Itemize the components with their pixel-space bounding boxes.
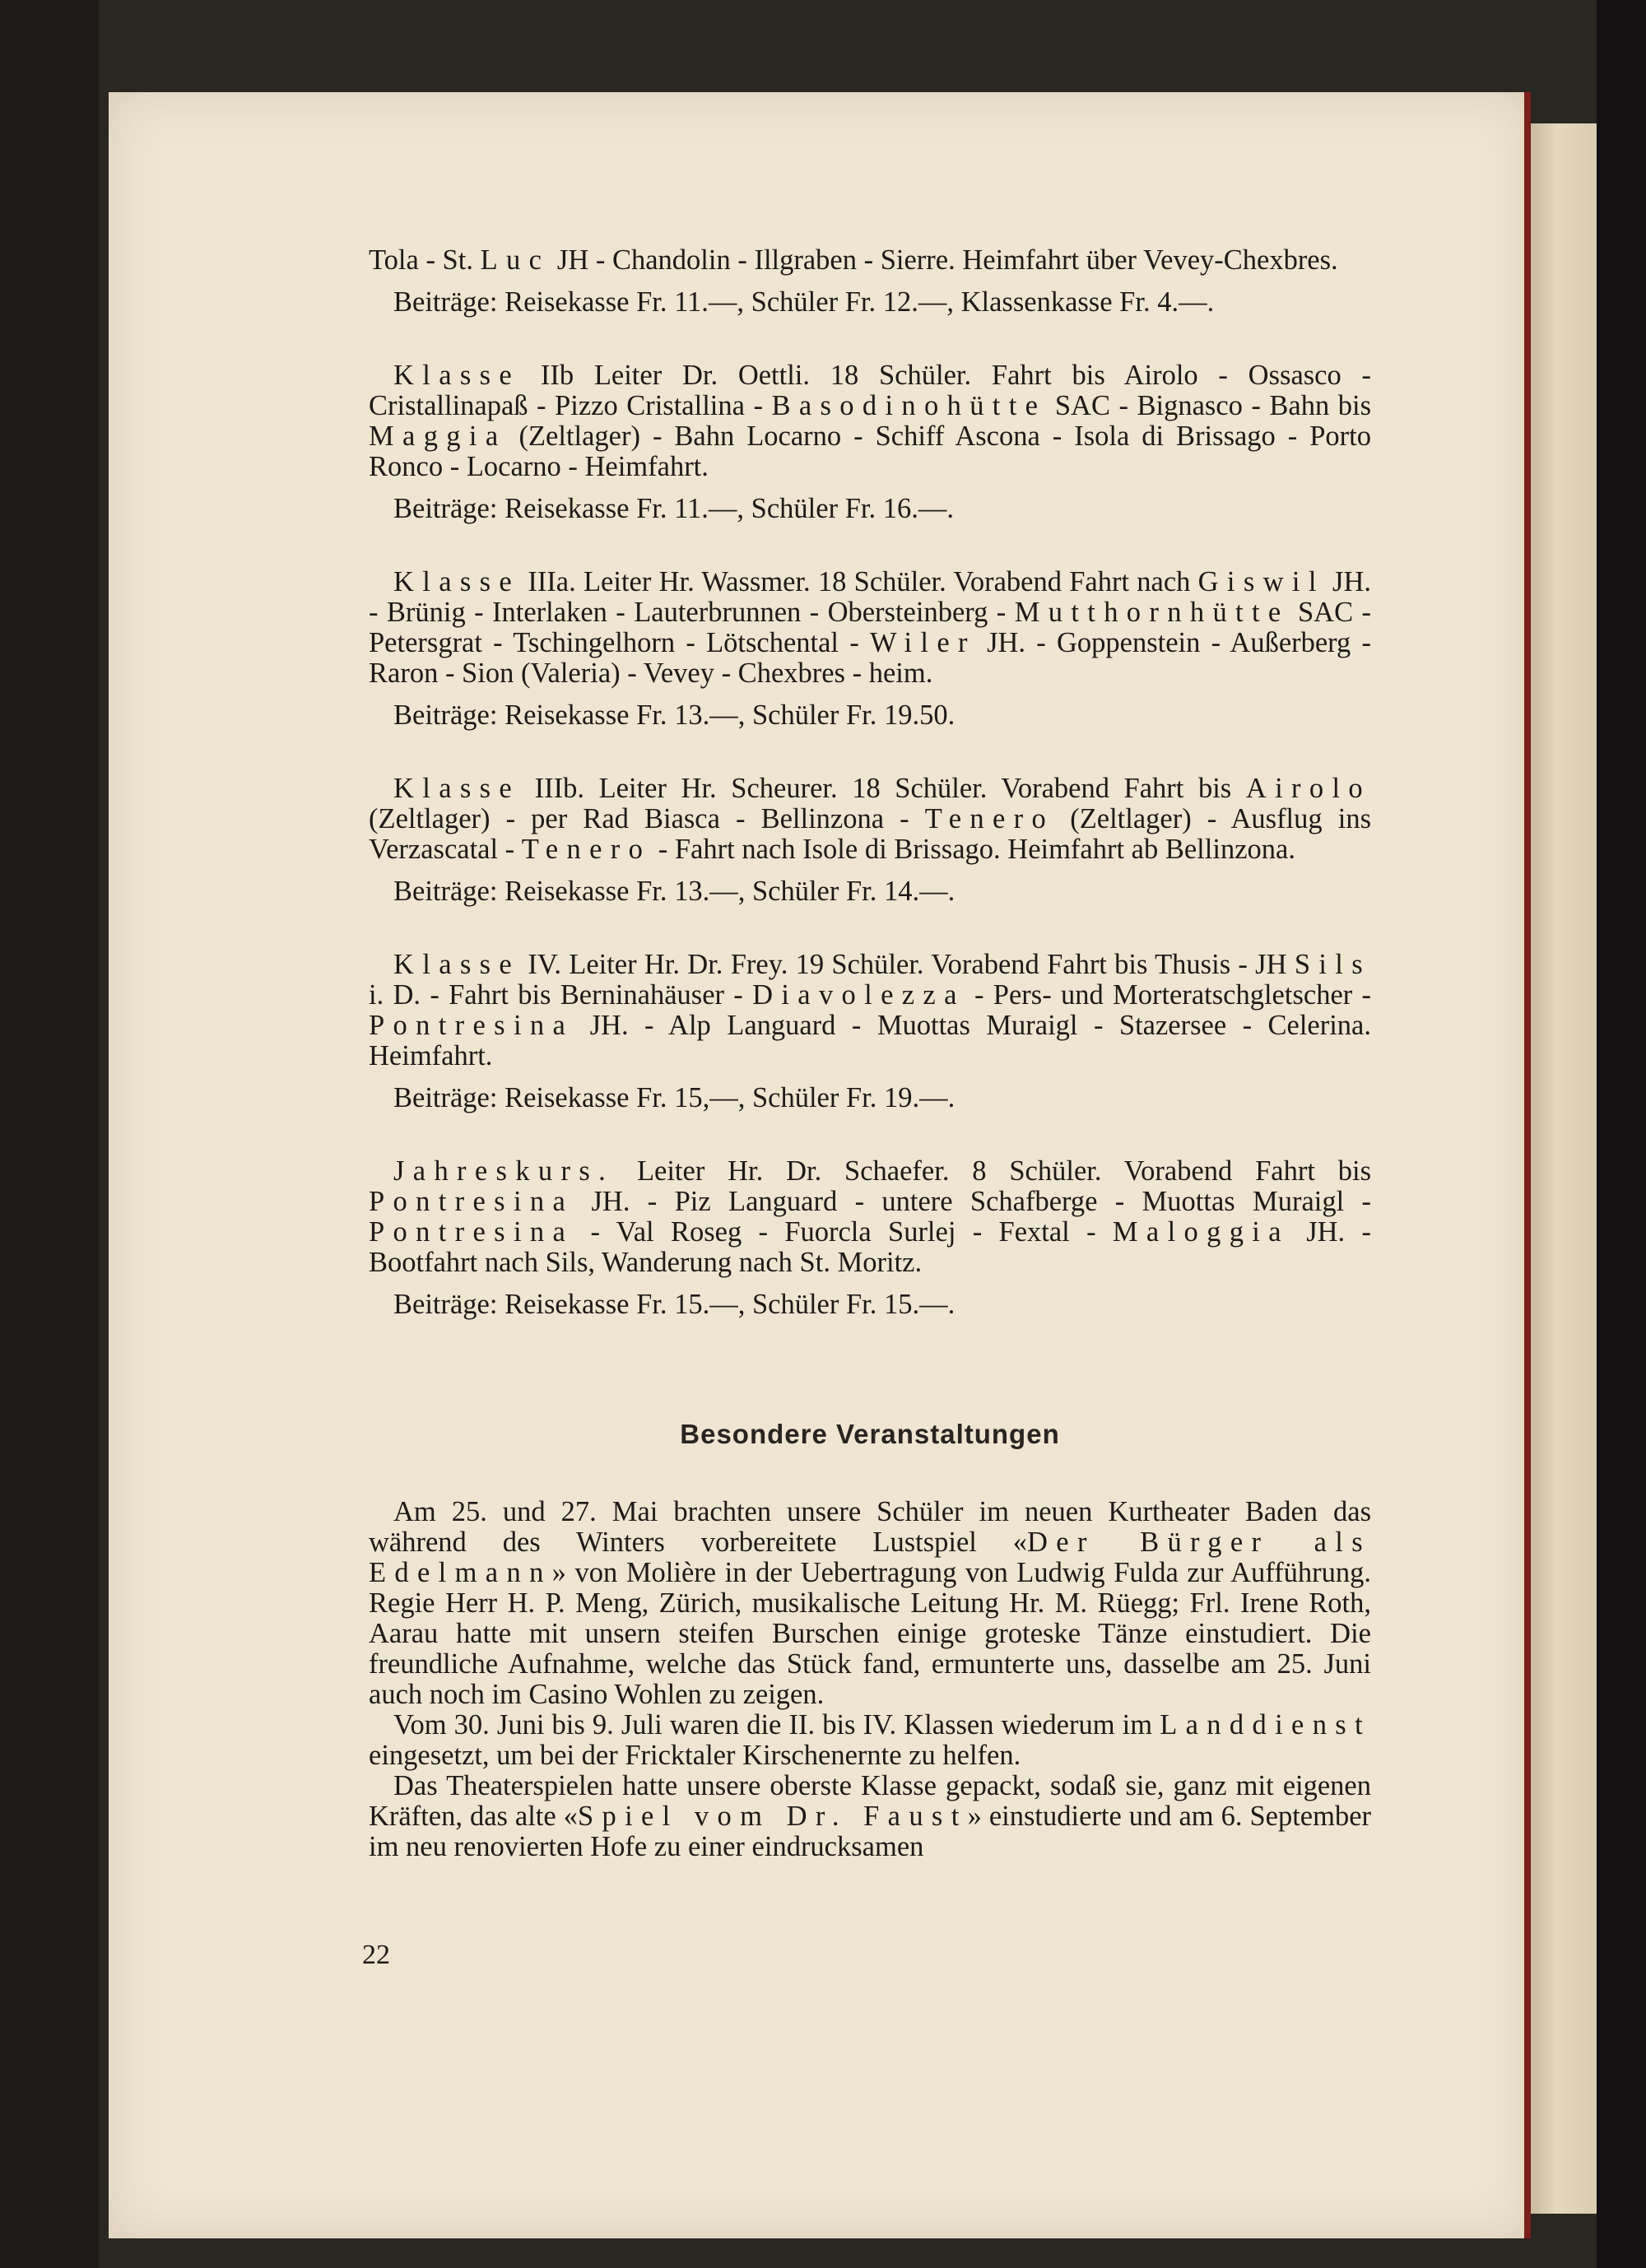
spaced-word: Mutthornhütte (1014, 597, 1290, 628)
spaced-title: Spiel vom Dr. Faust (577, 1801, 968, 1832)
spaced-word: Jahreskurs. (393, 1155, 615, 1187)
spaced-word: Sils (1294, 949, 1372, 980)
spaced-word: Luc (480, 244, 551, 276)
trip-description (369, 245, 1371, 276)
text-run: Leiter Hr. Dr. Schaefer. 8 Schüler. Vorabend Fahrt bis (636, 1155, 1372, 1187)
trip-block-jahreskurs (369, 1156, 1371, 1320)
text-run: JH. - Brünig - Interlaken - Lauterbrunnen - Obersteinberg - (369, 566, 1372, 628)
contributions-line: Beiträge: Reisekasse Fr. 15,—, Schüler Fr. 19.—. (393, 1082, 956, 1113)
spaced-word: Diavolezza (752, 979, 965, 1011)
text-run: SAC - Petersgrat - Tschingelhorn - Lötschental - (369, 597, 1372, 658)
trip-block-klasse-iib (369, 360, 1371, 524)
text-run: Tola - St. (369, 244, 473, 276)
page-number: 22 (362, 1940, 390, 1970)
spaced-word: Klasse (393, 566, 521, 597)
spaced-word: Tenero (924, 803, 1055, 834)
section-heading: Besondere Veranstaltungen (680, 1419, 1060, 1449)
text-run: i. D. - Fahrt bis Berninahäuser - (369, 979, 743, 1011)
text-run: JH. - Piz Languard - untere Schafberge - Muottas Muraigl - (591, 1186, 1372, 1217)
spaced-word: Pontresina (369, 1010, 574, 1041)
text-run: IV. Leiter Hr. Dr. Frey. 19 Schüler. Vorabend Fahrt bis Thusis - JH (528, 949, 1287, 980)
contributions-line: Beiträge: Reisekasse Fr. 15.—, Schüler Fr. 15.—. (393, 1289, 956, 1320)
spaced-word: Klasse (393, 360, 521, 391)
text-run: IIIa. Leiter Hr. Wassmer. 18 Schüler. Vorabend Fahrt nach (528, 566, 1191, 597)
contributions-line: Beiträge: Reisekasse Fr. 11.—, Schüler Fr. 12.—, Klassenkasse Fr. 4.—. (393, 286, 1215, 318)
trip-description (369, 950, 1371, 1071)
text-run: IIIb. Leiter Hr. Scheurer. 18 Schüler. Vorabend Fahrt bis (534, 773, 1232, 804)
trip-block-klasse-iv (369, 950, 1371, 1113)
text-run: (Zeltlager) - per Rad Biasca - Bellinzona - (369, 803, 909, 834)
spaced-word: Basodinohütte (771, 390, 1047, 421)
scan-backdrop-right (1597, 0, 1646, 2268)
spaced-word: Landdienst (1160, 1709, 1371, 1741)
spaced-word: Pontresina (369, 1186, 574, 1217)
text-run: JH. - Goppenstein - Außerberg - Raron - Sion (Valeria) - Vevey - Chexbres - heim. (369, 627, 1372, 689)
spaced-word: Maggia (369, 421, 507, 452)
contributions-line: Beiträge: Reisekasse Fr. 11.—, Schüler Fr. 16.—. (393, 493, 954, 524)
text-run: » von Molière in der Uebertragung von Ludwig Fulda zur Aufführung. Regie Herr H. P. Meng, Zürich, musikalische Leitung Hr. M. Rüegg; Frl. Irene Roth, Aarau hatte mit unsern steifen Burschen einige groteske Tänze einstudiert. Die freundliche Aufnahme, welche das Stück fand, ermunterte uns, dasselbe am 25. Juni auch noch im Casino Wohlen zu zeigen. (369, 1557, 1371, 1710)
spaced-word: Klasse (393, 949, 521, 980)
text-run: - Fahrt nach Isole di Brissago. Heimfahrt ab Bellinzona. (658, 834, 1295, 865)
trip-description (369, 360, 1371, 482)
text-run: Das Theaterspielen hatte unsere oberste Klasse gepackt, sodaß sie, ganz mit eigenen Kräften, das alte « (369, 1770, 1371, 1832)
book-spine-edge (1524, 92, 1531, 2238)
spaced-word: Pontresina (369, 1216, 574, 1248)
trip-description (369, 774, 1371, 865)
text-run: eingesetzt, um bei der Fricktaler Kirschenernte zu helfen. (369, 1740, 1021, 1771)
section-paragraph-2 (369, 1710, 1371, 1771)
spaced-word: Airolo (1245, 773, 1371, 804)
contributions-line: Beiträge: Reisekasse Fr. 13.—, Schüler Fr. 14.—. (393, 876, 956, 907)
spaced-word: Maloggia (1112, 1216, 1290, 1248)
text-run: IIb Leiter Dr. Oettli. 18 Schüler. Fahrt bis Airolo - Ossasco - Cristallinapaß - Pizzo Cristallina - (369, 360, 1371, 421)
text-run: (Zeltlager) - Ausflug ins Verzascatal - (369, 803, 1371, 865)
spaced-word: Tenero (521, 834, 652, 865)
text-run: Am 25. und 27. Mai brachten unsere Schüler im neuen Kurtheater Baden das während des Winters vorbereitete Lustspiel « (369, 1496, 1371, 1558)
text-run: JH. - Alp Languard - Muottas Muraigl - Stazersee - Celerina. Heimfahrt. (369, 1010, 1371, 1071)
spaced-word: Wiler (869, 627, 976, 658)
trip-block-klasse-iiia (369, 567, 1371, 731)
trip-description (369, 567, 1371, 689)
facing-page-edge (1531, 123, 1597, 2214)
spaced-word: Klasse (393, 773, 521, 804)
trip-block-1 (369, 245, 1371, 318)
text-run: JH. - Bootfahrt nach Sils, Wanderung nach St. Moritz. (369, 1216, 1371, 1278)
text-run: Vom 30. Juni bis 9. Juli waren die II. bis IV. Klassen wiederum im (393, 1709, 1153, 1741)
text-run: JH - Chandolin - Illgraben - Sierre. Heimfahrt über Vevey-Chexbres. (556, 244, 1338, 276)
contributions-line: Beiträge: Reisekasse Fr. 13.—, Schüler Fr. 19.50. (393, 699, 956, 731)
text-run: SAC - Bignasco - Bahn bis (1054, 390, 1371, 421)
text-run: (Zeltlager) - Bahn Locarno - Schiff Ascona - Isola di Brissago - Porto Ronco - Locarno - Heimfahrt. (369, 421, 1372, 482)
section-paragraph-3 (369, 1771, 1371, 1862)
text-run: - Pers- und Morteratschgletscher - (974, 979, 1372, 1011)
text-run: » einstudierte und am 6. September im neu renovierten Hofe zu einer eindrucksamen (369, 1801, 1371, 1862)
spaced-word: Giswil (1197, 566, 1325, 597)
spaced-title: Der Bürger als Edelmann (369, 1527, 1372, 1588)
trip-block-klasse-iiib (369, 774, 1371, 907)
page-body-text (369, 245, 1371, 1862)
trip-description (369, 1156, 1371, 1278)
text-run: - Val Roseg - Fuorcla Surlej - Fextal - (590, 1216, 1096, 1248)
section-paragraph-1 (369, 1497, 1371, 1710)
scan-backdrop-left (0, 0, 99, 2268)
